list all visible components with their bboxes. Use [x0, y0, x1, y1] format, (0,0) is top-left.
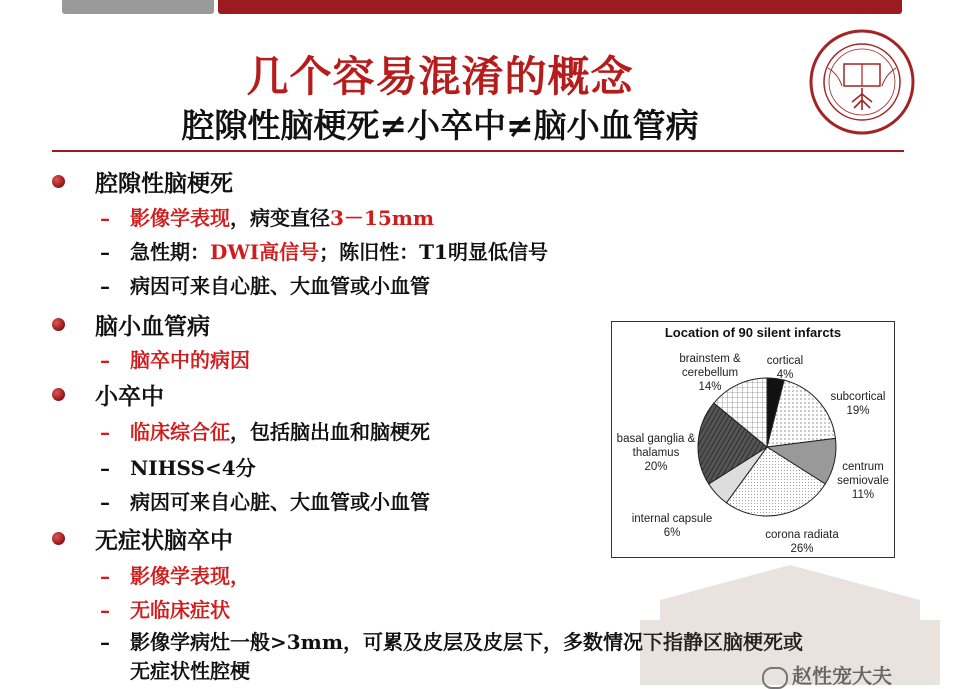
sub-bullet-text: ；陈旧性：T1明显低信号 — [319, 240, 548, 264]
sub-bullet-text: 影像学表现， — [130, 564, 250, 588]
dash-marker: – — [100, 274, 110, 298]
sub-bullet-text: 急性期： — [130, 240, 210, 264]
bullet-heading-text: 脑小血管病 — [95, 313, 210, 340]
top-bar-grey — [62, 0, 214, 14]
bullet-heading-text: 小卒中 — [95, 383, 164, 410]
bullet-heading-text: 腔隙性脑梗死 — [95, 170, 233, 197]
label-cortical: cortical 4% — [766, 355, 804, 381]
sub-bullet-text: 病因可来自心脏、大血管或小血管 — [130, 490, 430, 514]
sub-bullet-text: 3－15mm — [330, 206, 435, 230]
label-brainstem: brainstem & cerebellum 14% — [679, 353, 741, 393]
sub-bullet-text: DWI高信号 — [210, 240, 320, 264]
sub-bullet — [100, 452, 256, 481]
dash-marker: – — [100, 630, 110, 654]
bullet-dot-icon — [52, 388, 65, 401]
bullet-heading — [52, 378, 164, 411]
sub-bullet-text: 影像学表现 — [130, 206, 230, 230]
top-bar-red — [218, 0, 902, 14]
label-corona-radiata: corona radiata 26% — [765, 529, 839, 555]
dash-marker: – — [100, 206, 110, 230]
dash-marker: – — [100, 598, 110, 622]
sub-bullet — [100, 594, 230, 623]
sub-bullet — [100, 236, 548, 265]
wechat-icon — [762, 667, 788, 689]
bullet-heading — [52, 165, 233, 198]
chart-title: Location of 90 silent infarcts — [664, 325, 842, 340]
label-subcortical: subcortical 19% — [830, 391, 886, 417]
sub-bullet-text: ，包括脑出血和脑梗死 — [230, 420, 430, 444]
dash-marker: – — [100, 564, 110, 588]
slide-title: 几个容易混淆的概念 — [246, 52, 634, 101]
title-divider — [52, 150, 904, 152]
dash-marker: – — [100, 490, 110, 514]
bullet-heading-text: 无症状脑卒中 — [95, 527, 233, 554]
sub-bullet-text: NIHSS<4分 — [130, 456, 256, 480]
sub-bullet — [100, 486, 430, 515]
dash-marker: – — [100, 420, 110, 444]
bullet-dot-icon — [52, 318, 65, 331]
bullet-heading — [52, 308, 210, 341]
sub-bullet-text: 脑卒中的病因 — [130, 348, 250, 372]
sub-bullet-text: ，病变直径 — [230, 206, 330, 230]
slide-subtitle: 腔隙性脑梗死≠小卒中≠脑小血管病 — [181, 106, 699, 145]
sub-bullet-text: 临床综合征 — [130, 420, 230, 444]
sub-bullet — [100, 416, 430, 445]
dash-marker: – — [100, 240, 110, 264]
sub-bullet-text: 病因可来自心脏、大血管或小血管 — [130, 274, 430, 298]
bullet-dot-icon — [52, 532, 65, 545]
label-internal-capsule: internal capsule 6% — [631, 513, 713, 539]
sub-bullet — [100, 202, 434, 231]
sub-bullet — [100, 560, 250, 589]
sub-bullet-text: 无临床症状 — [130, 598, 230, 622]
hospital-seal-logo — [808, 28, 916, 136]
sub-bullet-text-cont: 无症状性腔梗 — [130, 659, 250, 683]
bullet-heading — [52, 522, 233, 555]
watermark: 赵性宠大夫 — [762, 660, 892, 689]
sub-bullet-text: 影像学病灶一般>3mm，可累及皮层及皮层下，多数情况下指静区脑梗死或 — [130, 630, 803, 654]
sub-bullet — [100, 270, 430, 299]
sub-bullet — [100, 344, 250, 373]
dash-marker: – — [100, 456, 110, 480]
bullet-dot-icon — [52, 175, 65, 188]
label-centrum-semiovale: centrum semiovale 11% — [837, 461, 889, 501]
label-basal-ganglia: basal ganglia & thalamus 20% — [616, 433, 696, 473]
pie-chart-panel — [611, 321, 895, 558]
dash-marker: – — [100, 348, 110, 372]
